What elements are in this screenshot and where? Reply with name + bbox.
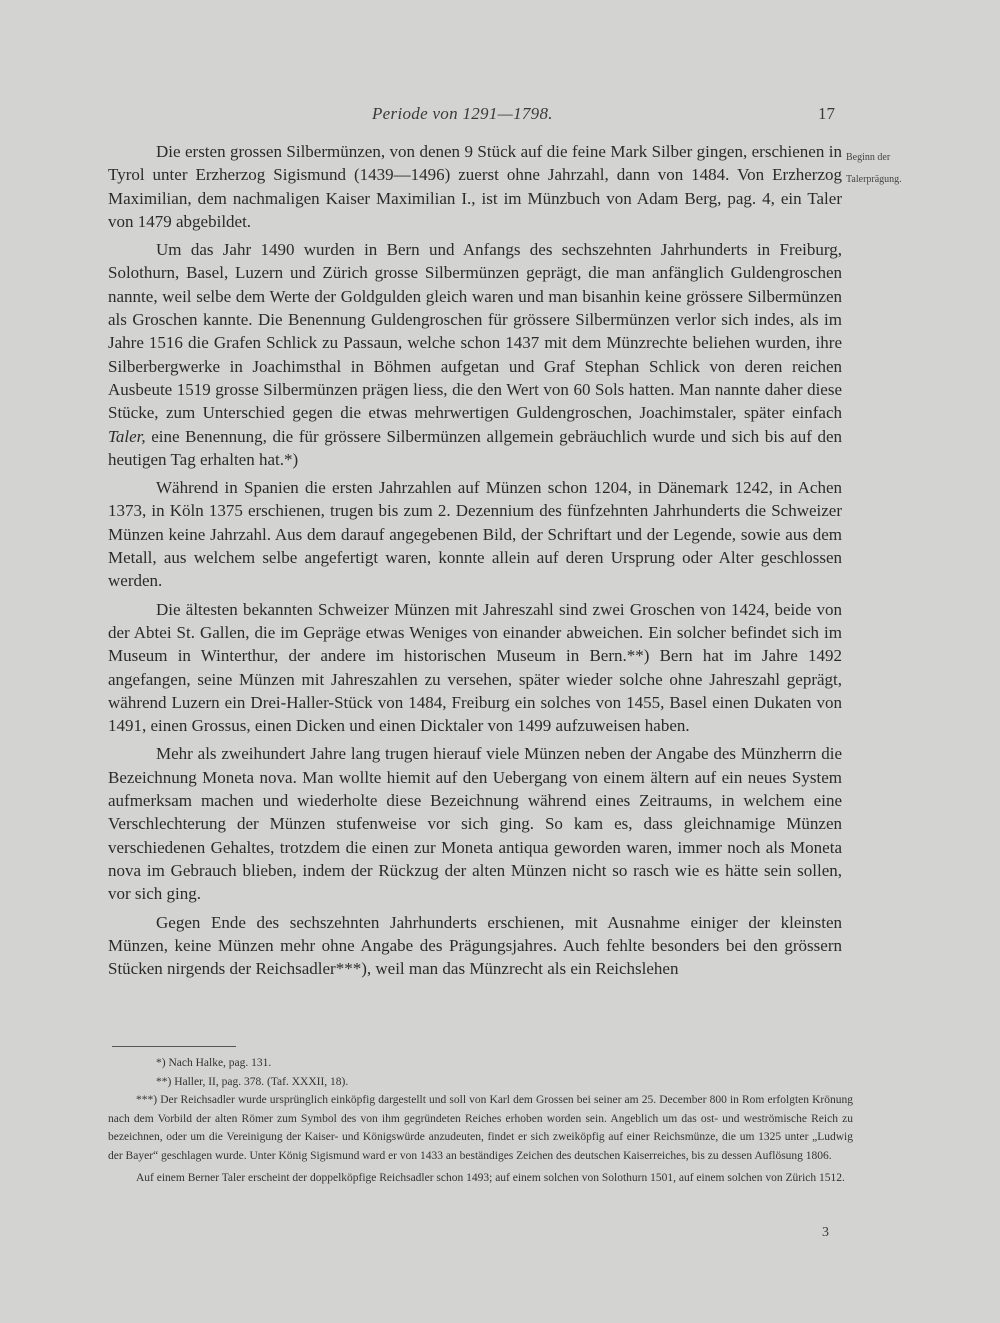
- emphasis-taler: Taler,: [108, 426, 146, 446]
- footnote-divider: [112, 1046, 236, 1047]
- footnote: Auf einem Berner Taler erscheint der doppelköpfige Reichsadler schon 1493; auf einem solchen von Solothurn 1501, auf einem solchen von Zürich 1512.: [136, 1171, 845, 1184]
- running-title: Periode von 1291—1798.: [372, 104, 553, 123]
- paragraph: Während in Spanien die ersten Jahrzahlen auf Münzen schon 1204, in Dänemark 1242, in Achen 1373, in Köln 1375 erschienen, trugen bis zum 2. Dezennium des fünfzehnten Jahrhunderts die Schweizer Münzen keine Jahrzahl. Aus dem darauf angegebenen Bild, der Schriftart und der Legende, sowie aus dem Metall, aus welchem selbe angefertigt waren, konnte allein auf deren Ursprung oder Alter geschlossen werden.: [108, 478, 842, 591]
- footnote: **) Haller, II, pag. 378. (Taf. XXXII, 18).: [156, 1075, 349, 1088]
- paragraph-text: eine Benennung, die für grössere Silbermünzen allgemein gebräuchlich wurde und sich bis auf den heutigen Tag erhalten hat.*): [108, 426, 842, 469]
- margin-note: Beginn der Talerprägung.: [846, 152, 902, 185]
- footnotes: [108, 1054, 853, 1187]
- footnote: ***) Der Reichsadler wurde ursprünglich einköpfig dargestellt und soll von Karl dem Grossen bei seiner am 25. December 800 in Rom erfolgten Krönung nach dem Vorbild der alten Römer zum Symbol des von ihm gegründeten Reiches erhoben worden sein. Angeblich um das ost- und weströmische Reich zu bezeichnen, oder um die Vereinigung der Kaiser- und Königswürde anzudeuten, findet er sich zweiköpfig auf einer Reichsmünze, die um 1325 unter „Ludwig der Bayer“ geschlagen wurde. Unter König Sigismund ward er von 1433 an beständiges Zeichen des deutschen Kaiserreiches, bis zu dessen Auflösung 1806.: [108, 1094, 853, 1162]
- footnote: *) Nach Halke, pag. 131.: [156, 1057, 272, 1069]
- paragraph: Die ältesten bekannten Schweizer Münzen mit Jahreszahl sind zwei Groschen von 1424, beide von der Abtei St. Gallen, die im Gepräge etwas Weniges von einander abweichen. Ein solcher befindet sich im Museum in Winterthur, der andere im historischen Museum in Bern.**) Bern hat im Jahre 1492 angefangen, seine Münzen mit Jahreszahlen zu versehen, später wieder solche ohne Jahreszahl geprägt, während Luzern ein Drei-Haller-Stück von 1484, Freiburg ein solches von 1455, Basel einen Dukaten von 1491, einen Grossus, einen Dicken und einen Dicktaler von 1499 aufzuweisen haben.: [108, 599, 842, 736]
- page-number: 17: [818, 104, 835, 123]
- body-text: [108, 140, 842, 985]
- paragraph: [108, 238, 842, 471]
- signature-mark: 3: [822, 1225, 829, 1240]
- paragraph-text: Um das Jahr 1490 wurden in Bern und Anfangs des sechszehnten Jahrhunderts in Freiburg, Solothurn, Basel, Luzern und Zürich grosse Silbermünzen geprägt, die man anfänglich Guldengroschen nannte, weil selbe dem Werte der Goldgulden gleich waren und man bisanhin keine grössere Silbermünzen als Groschen kannte. Die Benennung Guldengroschen für grössere Silbermünzen verlor sich indes, als im Jahre 1516 die Grafen Schlick zu Passaun, welche schon 1437 mit dem Münzrechte beliehen wurden, ihre Silberbergwerke in Joachimsthal in Böhmen aufgetan und Graf Stephan Schlick von deren reichen Ausbeute 1519 grosse Silbermünzen prägen liess, die den Wert von 60 Sols hatten. Man nannte daher diese Stücke, zum Unterschied gegen die etwas mehrwertigen Guldengroschen, Joachimstaler, später einfach: [108, 240, 842, 423]
- paragraph: Gegen Ende des sechszehnten Jahrhunderts erschienen, mit Ausnahme einiger der kleinsten Münzen, keine Münzen mehr ohne Angabe des Prägungsjahres. Auch fehlte besonders bei den grössern Stücken nirgends der Reichsadler***), weil man das Münzrecht als ein Reichslehen: [108, 912, 842, 979]
- page-header: [0, 104, 1000, 130]
- paragraph: Mehr als zweihundert Jahre lang trugen hierauf viele Münzen neben der Angabe des Münzherrn die Bezeichnung Moneta nova. Man wollte hiemit auf den Uebergang von einem ältern auf ein neues System aufmerksam machen und wiederholte diese Bezeichnung während eines Zeitraums, in welchem eine Verschlechterung der Münzen stufenweise vor sich ging. So kam es, dass gleichnamige Münzen verschiedenen Gehaltes, trotzdem die einen zur Moneta antiqua geworden waren, immer noch als Moneta nova im Gebrauch blieben, indem der Rückzug der alten Münzen nicht so rasch wie es hätte sein sollen, vor sich ging.: [108, 744, 842, 904]
- paragraph: Die ersten grossen Silbermünzen, von denen 9 Stück auf die feine Mark Silber gingen, erschienen in Tyrol unter Erzherzog Sigismund (1439—1496) zuerst ohne Jahrzahl, dann von 1484. Von Erzherzog Maximilian, dem nachmaligen Kaiser Maximilian I., ist im Münzbuch von Adam Berg, pag. 4, ein Taler von 1479 abgebildet.: [108, 142, 842, 231]
